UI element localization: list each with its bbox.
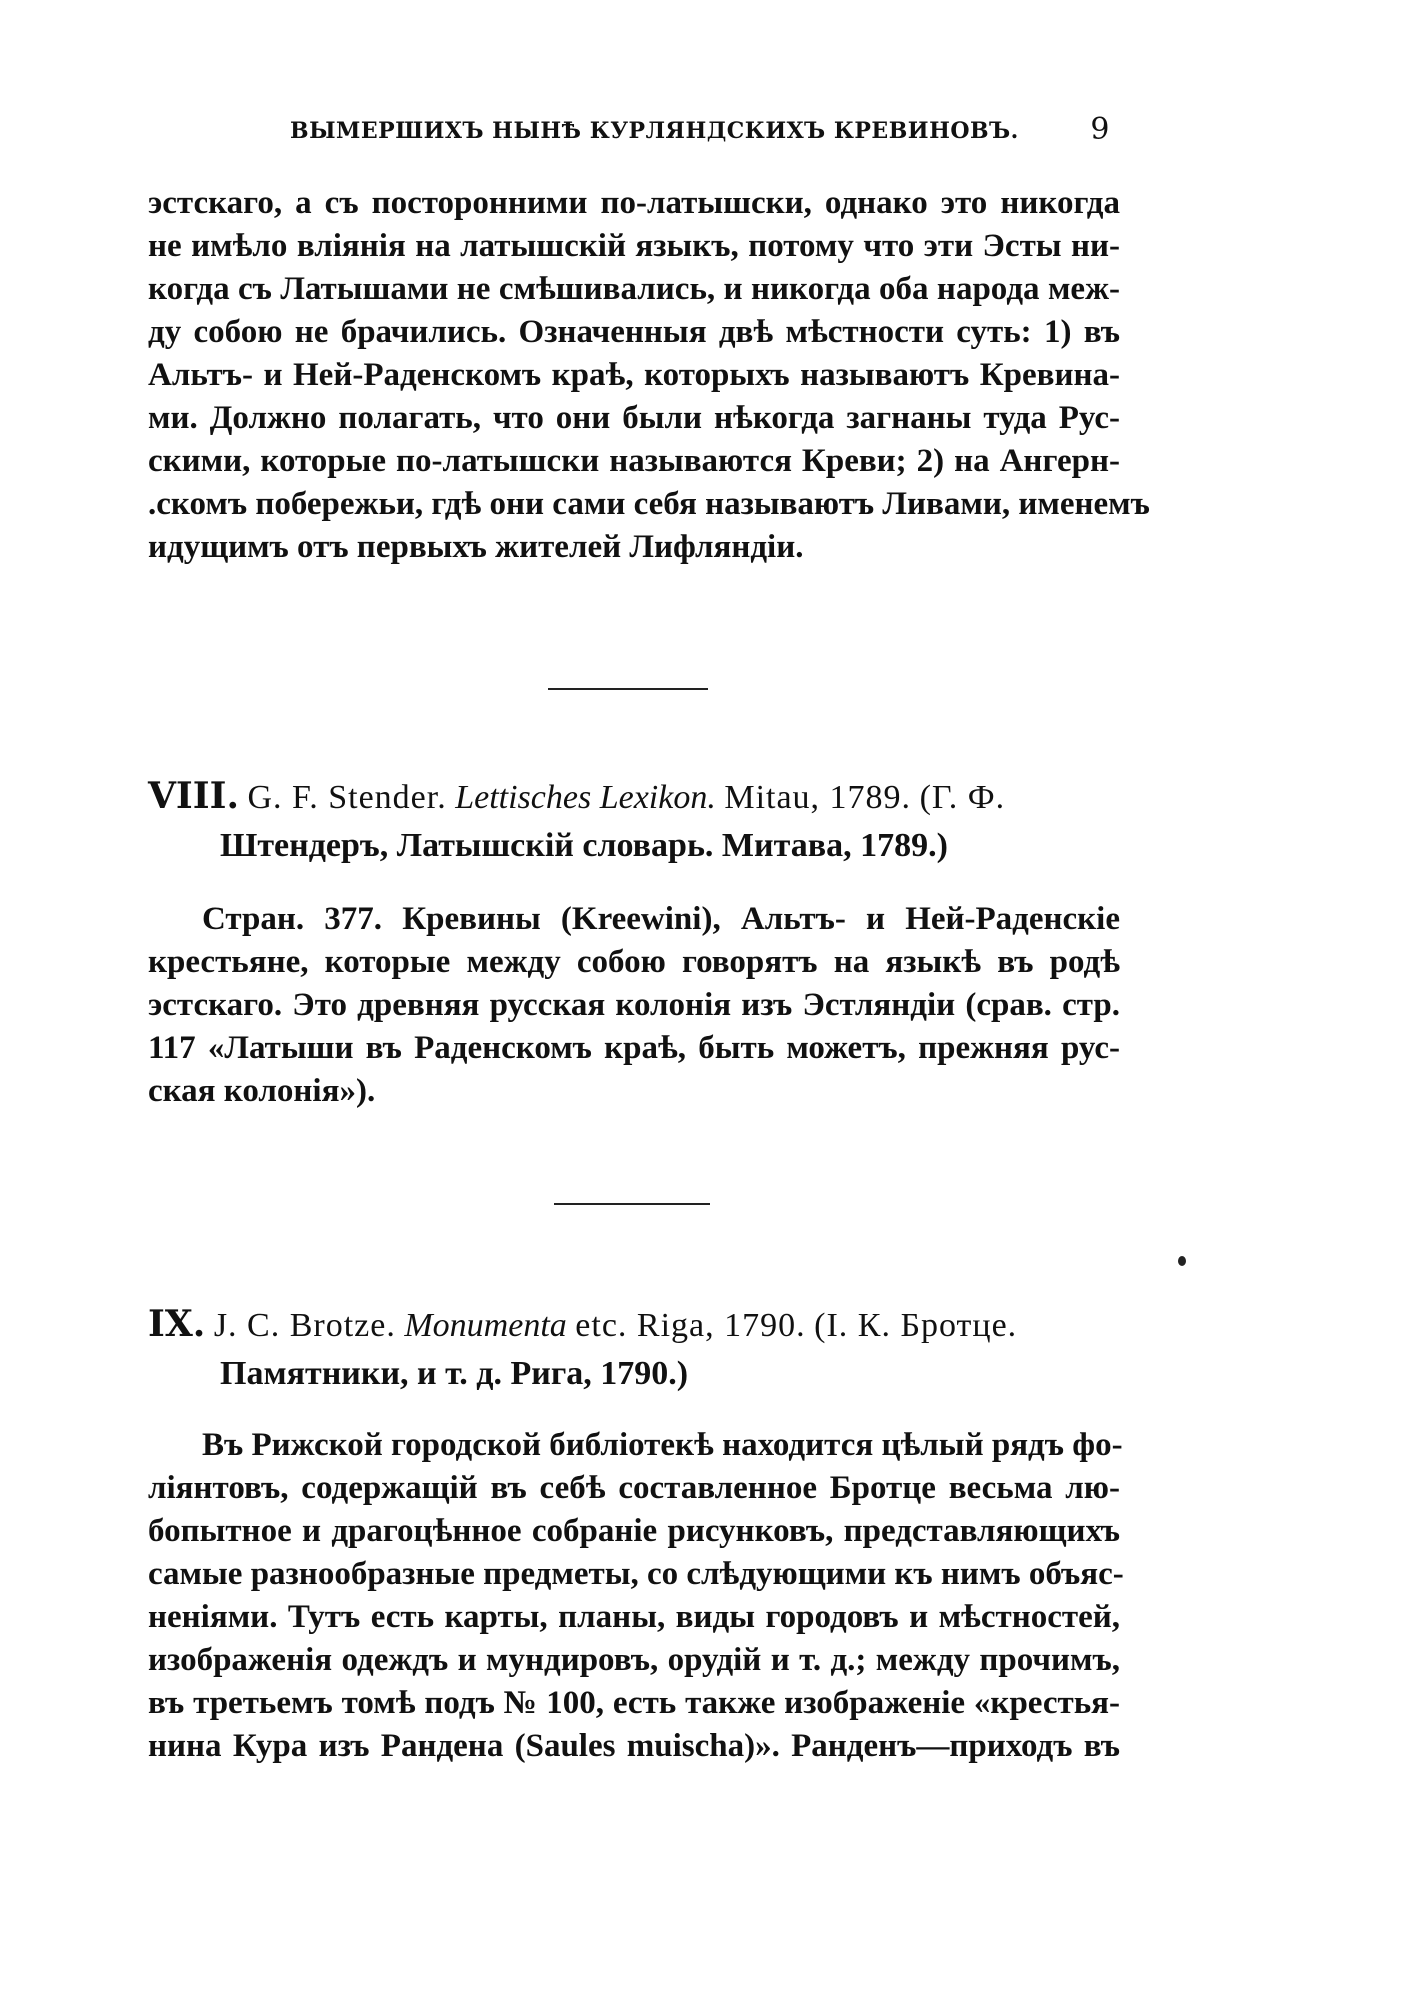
text-line: Альтъ- и Ней-Раденскомъ краѣ, которыхъ называютъ Кревина- [148, 357, 1120, 393]
entry-title: Monumenta [404, 1307, 567, 1344]
entry-author: J. C. Brotze. [213, 1307, 396, 1344]
text-line: ду собою не брачились. Означенныя двѣ мѣстности суть: 1) въ [148, 314, 1120, 350]
running-title: ВЫМЕРШИХЪ НЫНѢ КУРЛЯНДСКИХЪ КРЕВИНОВЪ. [290, 118, 1019, 144]
paragraph-top [148, 182, 1150, 569]
section-divider [548, 688, 708, 690]
entry-translation: Штендеръ, Латышскій словарь. Митава, 1789.) [220, 827, 948, 864]
text-line: ская колонія»). [148, 1073, 376, 1109]
text-line: Въ Рижской городской библіотекѣ находится цѣлый рядъ фо- [202, 1427, 1123, 1463]
entry-imprint: Mitau, 1789. [724, 779, 912, 816]
text-line: крестьяне, которые между собою говорятъ на языкѣ въ родѣ [148, 944, 1120, 980]
entry-viii-heading [148, 772, 1120, 870]
entry-translation-open: (I. К. Бротце. [814, 1307, 1018, 1344]
text-line: не имѣло вліянія на латышскій языкъ, потому что эти Эсты ни- [148, 228, 1120, 264]
text-line: ми. Должно полагать, что они были нѣкогда загнаны туда Рус- [148, 400, 1120, 436]
entry-numeral: IX. [148, 1303, 206, 1345]
text-line: эстскаго, а съ посторонними по-латышски, однако это никогда [148, 185, 1120, 221]
text-line: бопытное и драгоцѣнное собраніе рисунковъ, представляющихъ [148, 1513, 1120, 1549]
text-line: нина Кура изъ Рандена (Saules muischa)». Ранденъ—приходъ въ [148, 1728, 1120, 1764]
text-line: Стран. 377. Кревины (Kreewini), Альтъ- и Ней-Раденскіе [202, 901, 1120, 937]
entry-imprint: etc. Riga, 1790. [575, 1307, 806, 1344]
entry-title: Lettisches Lexikon. [455, 779, 716, 816]
running-head [290, 112, 1110, 152]
paragraph-viii [148, 898, 1120, 1113]
text-line: .скомъ побережьи, гдѣ они сами себя называютъ Ливами, именемъ [148, 486, 1150, 522]
text-line: идущимъ отъ первыхъ жителей Лифляндіи. [148, 529, 804, 565]
text-line: ліянтовъ, содержащій въ себѣ составленное Бротце весьма лю- [148, 1470, 1120, 1506]
paragraph-ix [148, 1424, 1124, 1768]
entry-numeral: VIII. [148, 775, 239, 817]
text-line: когда съ Латышами не смѣшивались, и никогда оба народа меж- [148, 271, 1120, 307]
entry-translation-open: (Г. Ф. [919, 779, 1006, 816]
text-line: въ третьемъ томѣ подъ № 100, есть также изображеніе «крестья- [148, 1685, 1120, 1721]
text-line: скими, которые по-латышски называются Креви; 2) на Ангерн- [148, 443, 1120, 479]
text-line: изображенія одеждъ и мундировъ, орудій и т. д.; между прочимъ, [148, 1642, 1120, 1678]
page-number: 9 [1090, 112, 1110, 147]
section-divider [554, 1203, 710, 1205]
entry-translation: Памятники, и т. д. Рига, 1790.) [220, 1355, 689, 1392]
text-line: эстскаго. Это древняя русская колонія изъ Эстляндіи (срав. стр. [148, 987, 1120, 1023]
ink-speck [1178, 1256, 1186, 1266]
text-line: самые разнообразные предметы, со слѣдующими къ нимъ объяс- [148, 1556, 1124, 1592]
entry-author: G. F. Stender. [247, 779, 447, 816]
entry-ix-heading [148, 1300, 1120, 1398]
text-line: неніями. Тутъ есть карты, планы, виды городовъ и мѣстностей, [148, 1599, 1120, 1635]
text-line: 117 «Латыши въ Раденскомъ краѣ, быть можетъ, прежняя рус- [148, 1030, 1120, 1066]
